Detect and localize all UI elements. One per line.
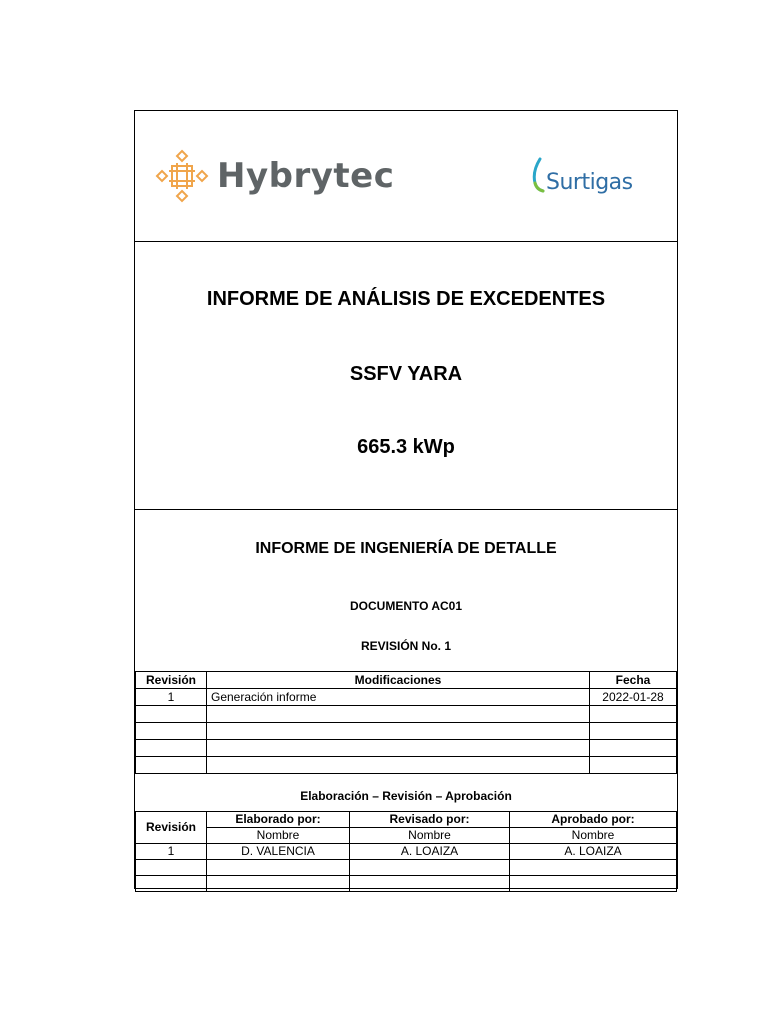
header-approved-by: Aprobado por:: [510, 812, 677, 828]
engineering-block: [135, 509, 677, 671]
document-code: DOCUMENTO AC01: [349, 599, 462, 613]
approval-heading: Elaboración – Revisión – Aprobación: [300, 789, 512, 803]
approval-table: [135, 811, 677, 892]
engineering-heading: INFORME DE INGENIERÍA DE DETALLE: [255, 540, 557, 557]
surtigas-drop-icon: [531, 157, 545, 195]
cell-revision: 1: [136, 689, 207, 706]
header-modifications: Modificaciones: [207, 672, 590, 689]
subheader-name: Nombre: [207, 828, 350, 844]
cell-prepared-by: D. VALENCIA: [207, 844, 350, 860]
table-row: [136, 740, 677, 757]
table-row: [136, 844, 677, 860]
hybrytec-logo: [155, 149, 394, 203]
table-row: [136, 689, 677, 706]
revision-number: REVISIÓN No. 1: [360, 639, 452, 653]
table-row: [136, 876, 677, 892]
header-prepared-by: Elaborado por:: [207, 812, 350, 828]
surtigas-logo: [531, 157, 633, 195]
hybrytec-knot-icon: [155, 149, 209, 203]
cell-modification: Generación informe: [207, 689, 590, 706]
subheader-name: Nombre: [350, 828, 510, 844]
report-title: INFORME DE ANÁLISIS DE EXCEDENTES: [206, 288, 606, 310]
header-reviewed-by: Revisado por:: [350, 812, 510, 828]
table-header-row: [136, 672, 677, 689]
revisions-table: [135, 671, 677, 774]
table-row: [136, 706, 677, 723]
surtigas-wordmark: Surtigas: [546, 170, 633, 195]
title-block: [135, 241, 677, 510]
capacity-label: 665.3 kWp: [357, 436, 455, 458]
subheader-name: Nombre: [510, 828, 677, 844]
table-row: [136, 723, 677, 740]
header-revision: Revisión: [136, 812, 207, 844]
header-date: Fecha: [590, 672, 677, 689]
logo-header: [135, 111, 677, 242]
project-name: SSFV YARA: [349, 363, 463, 385]
cell-reviewed-by: A. LOAIZA: [350, 844, 510, 860]
cell-approved-by: A. LOAIZA: [510, 844, 677, 860]
approval-subheader-row: [136, 828, 677, 844]
header-revision: Revisión: [136, 672, 207, 689]
cell-date: 2022-01-28: [590, 689, 677, 706]
approval-header-row: [136, 812, 677, 828]
hybrytec-wordmark: Hybrytec: [217, 156, 395, 196]
cell-revision: 1: [136, 844, 207, 860]
table-row: [136, 860, 677, 876]
table-row: [136, 757, 677, 774]
document-cover: [134, 110, 678, 889]
